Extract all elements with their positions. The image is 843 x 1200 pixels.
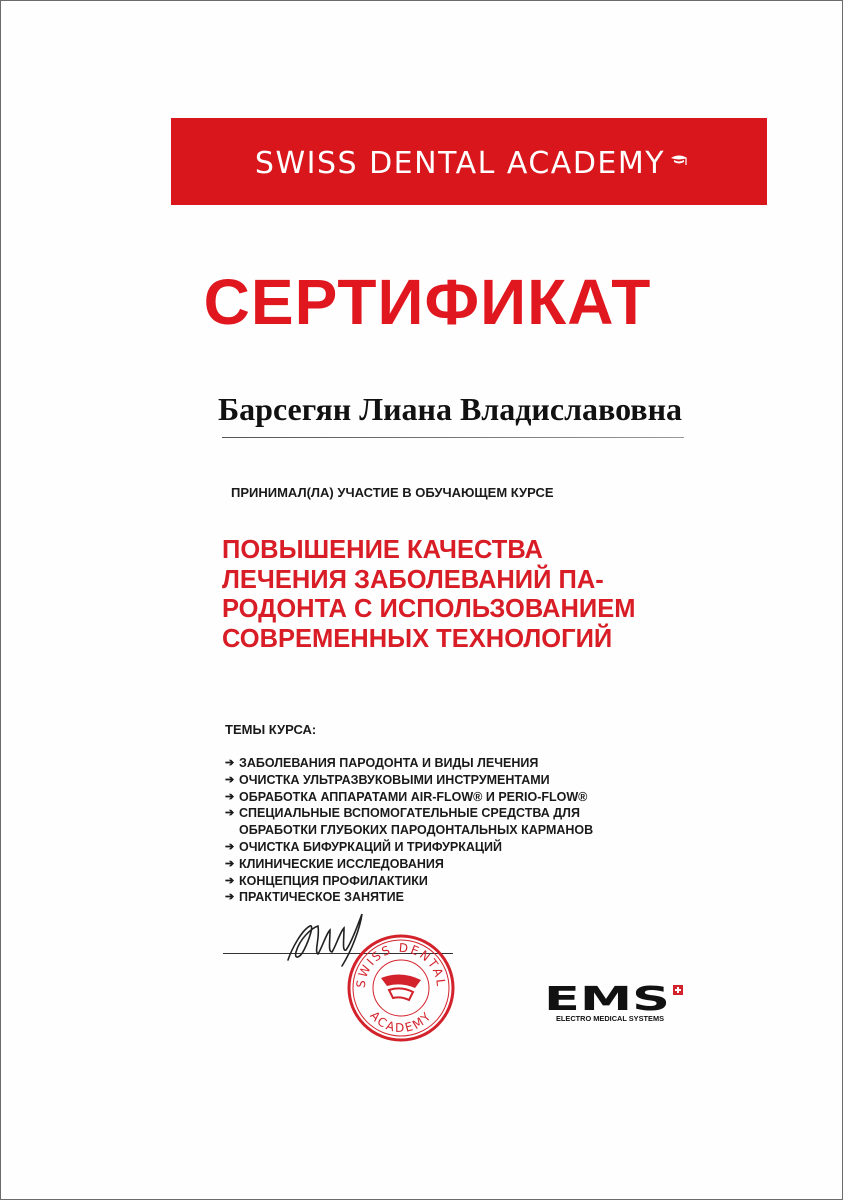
course-title-line: ЛЕЧЕНИЯ ЗАБОЛЕВАНИЙ ПА- — [222, 565, 604, 594]
topic-item: ➔ КЛИНИЧЕСКИЕ ИССЛЕДОВАНИЯ — [225, 856, 444, 871]
topics-label: ТЕМЫ КУРСА: — [225, 722, 317, 737]
topic-item: ➔ СПЕЦИАЛЬНЫЕ ВСПОМОГАТЕЛЬНЫЕ СРЕДСТВА ДЛЯ — [225, 806, 580, 821]
topic-item: ➔ ЗАБОЛЕВАНИЯ ПАРОДОНТА И ВИДЫ ЛЕЧЕНИЯ — [225, 756, 539, 770]
arrow-icon: ➔ — [225, 857, 235, 870]
academy-stamp — [345, 932, 457, 1044]
course-title-line: ПОВЫШЕНИЕ КАЧЕСТВА — [222, 536, 543, 564]
course-title-line: СОВРЕМЕННЫХ ТЕХНОЛОГИЙ — [222, 624, 613, 653]
name-underline — [222, 437, 684, 438]
graduation-cap-icon — [381, 974, 421, 1000]
course-title-line: РОДОНТА С ИСПОЛЬЗОВАНИЕМ — [222, 595, 636, 623]
ems-logo — [542, 982, 687, 1024]
academy-banner — [171, 118, 767, 205]
graduation-cap-icon — [669, 153, 689, 169]
topics-list — [225, 755, 593, 906]
svg-text:ACADEMY: ACADEMY — [367, 1008, 435, 1036]
topic-item: ➔ ОБРАБОТКА АППАРАТАМИ AIR-FLOW® И PERIO-FLOW® — [225, 789, 588, 804]
arrow-icon: ➔ — [225, 773, 235, 786]
topic-item: ➔ ОЧИСТКА УЛЬТРАЗВУКОВЫМИ ИНСТРУМЕНТАМИ — [225, 772, 550, 787]
participation-statement: ПРИНИМАЛ(ЛА) УЧАСТИЕ В ОБУЧАЮЩЕМ КУРСЕ — [231, 485, 554, 500]
academy-name: SWISS DENTAL ACADEMY — [254, 146, 666, 181]
svg-text:ELECTRO MEDICAL SYSTEMS: ELECTRO MEDICAL SYSTEMS — [556, 1016, 665, 1023]
arrow-icon: ➔ — [225, 840, 235, 853]
course-title — [222, 536, 692, 654]
svg-text:EMS: EMS — [544, 982, 670, 1018]
recipient-name: Барсегян Лиана Владиславовна — [217, 391, 682, 427]
certificate-title: СЕРТИФИКАТ — [203, 266, 652, 338]
topic-item-continuation: ОБРАБОТКИ ГЛУБОКИХ ПАРОДОНТАЛЬНЫХ КАРМАНОВ — [239, 823, 594, 838]
topic-item: ➔ ПРАКТИЧЕСКОЕ ЗАНЯТИЕ — [225, 890, 404, 905]
topic-item: ➔ КОНЦЕПЦИЯ ПРОФИЛАКТИКИ — [225, 873, 428, 888]
arrow-icon: ➔ — [225, 891, 235, 904]
arrow-icon: ➔ — [225, 790, 235, 803]
arrow-icon: ➔ — [225, 874, 235, 887]
arrow-icon: ➔ — [225, 757, 235, 769]
arrow-icon: ➔ — [225, 807, 235, 820]
svg-text:SWISS DENTAL: SWISS DENTAL — [353, 940, 449, 989]
topic-item: ➔ ОЧИСТКА БИФУРКАЦИЙ И ТРИФУРКАЦИЙ — [225, 839, 502, 854]
